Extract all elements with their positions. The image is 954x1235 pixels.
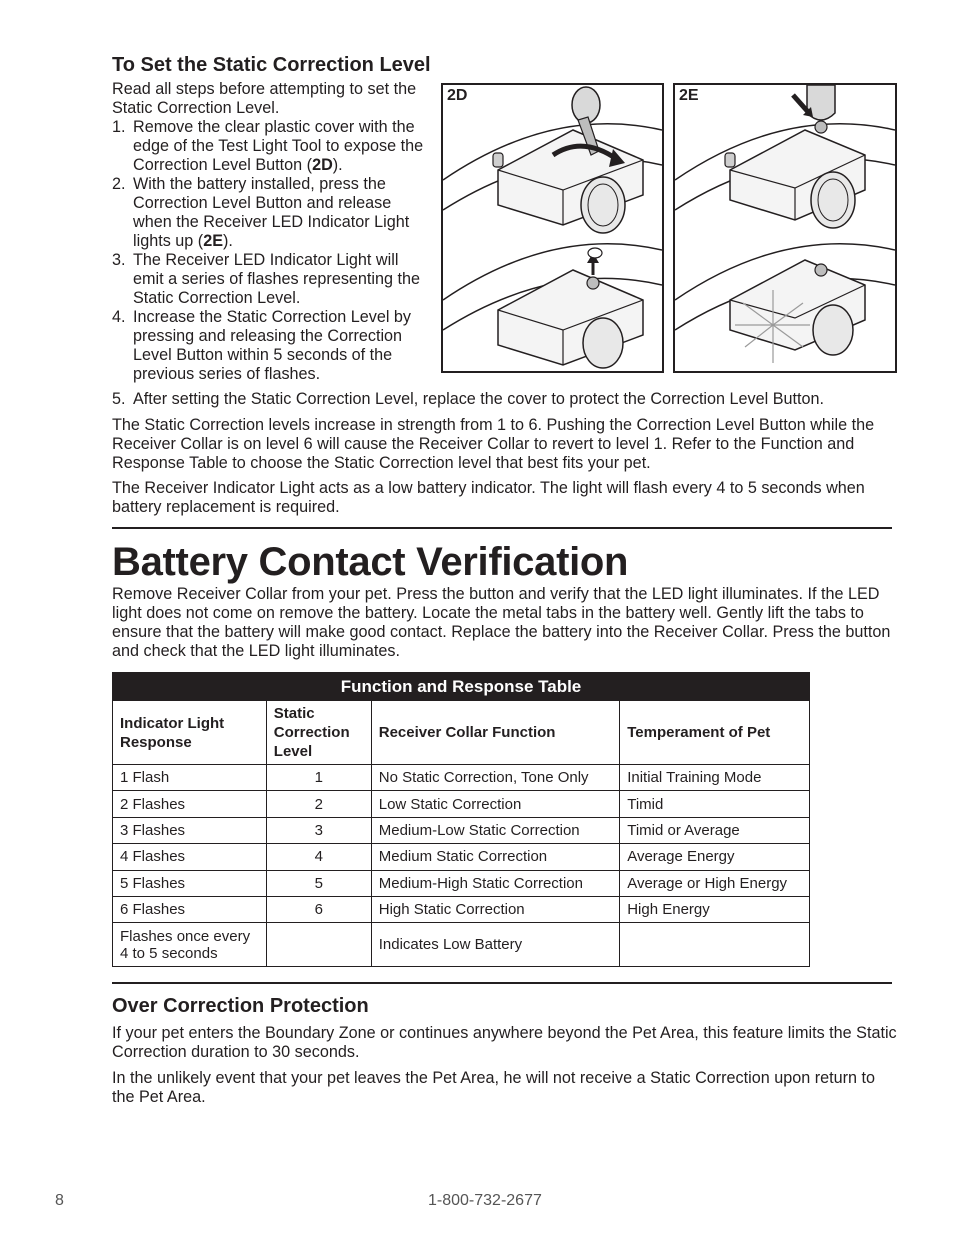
table-header-cell: Receiver Collar Function [371,701,619,765]
table-header-cell: Indicator Light Response [113,701,267,765]
table-row [113,923,810,967]
step-item: 2. With the battery installed, press the Correction Level Button and release when the Receiver LED Indicator Light lights up (2E). [112,175,410,250]
table-cell: 2 [266,791,371,817]
figure-2e-label: 2E [679,87,699,104]
table-row [113,870,810,896]
table-cell: Medium-High Static Correction [371,870,619,896]
static-levels-paragraph: The Static Correction levels increase in strength from 1 to 6. Pushing the Correction Level Button while the Receiver Collar is on level 6 will cause the Receiver Collar to revert to level 1. Refer to the Function and Response Table to choose the Static Correction level that best fits your pet. [112,416,875,472]
table-caption: Function and Response Table [113,673,810,701]
figure-2e [673,83,897,373]
section-divider [112,982,892,984]
collar-receiver-illustration-2e [675,85,895,371]
table-cell: 6 Flashes [113,896,267,922]
table-row [113,791,810,817]
figure-2d-label: 2D [447,87,468,104]
table-cell: 3 [266,817,371,843]
table-cell: 2 Flashes [113,791,267,817]
table-row [113,896,810,922]
over-correction-title: Over Correction Protection [112,995,369,1017]
table-cell: 1 Flash [113,765,267,791]
table-cell: 1 [266,765,371,791]
table-cell: Low Static Correction [371,791,619,817]
table-cell: Medium Static Correction [371,844,619,870]
step-item: 4. Increase the Static Correction Level by pressing and releasing the Correction Level Button within 5 seconds of the previous series of flashes. [112,308,412,383]
low-battery-paragraph: The Receiver Indicator Light acts as a low battery indicator. The light will flash every 4 to 5 seconds when battery replacement is required. [112,479,865,516]
step-item: 1. Remove the clear plastic cover with the edge of the Test Light Tool to expose the Correction Level Button (2D). [112,118,424,174]
table-header-cell: Static Correction Level [266,701,371,765]
table-cell: 5 [266,870,371,896]
table-cell [620,923,810,967]
static-intro-text: Read all steps before attempting to set the Static Correction Level. [112,80,417,117]
table-cell [266,923,371,967]
table-caption-row [113,673,810,701]
battery-section-title: Battery Contact Verification [112,540,629,584]
phone-number: 1-800-732-2677 [428,1192,542,1209]
table-header-row [113,701,810,765]
static-intro-block [112,80,432,384]
over-correction-paragraph-1: If your pet enters the Boundary Zone or continues anywhere beyond the Pet Area, this feature limits the Static Correction duration to 30 seconds. [112,1024,897,1061]
figure-2d [441,83,664,373]
table-cell: 5 Flashes [113,870,267,896]
collar-receiver-illustration-2d [443,85,662,371]
table-cell: Flashes once every 4 to 5 seconds [113,923,267,967]
table-cell: No Static Correction, Tone Only [371,765,619,791]
table-row [113,765,810,791]
table-cell: High Energy [620,896,810,922]
table-header-cell: Temperament of Pet [620,701,810,765]
table-cell: Timid or Average [620,817,810,843]
step-item: 3. The Receiver LED Indicator Light will emit a series of flashes representing the Static Correction Level. [112,251,421,307]
table-cell: 4 Flashes [113,844,267,870]
table-cell: Medium-Low Static Correction [371,817,619,843]
table-cell: Average Energy [620,844,810,870]
table-cell: 4 [266,844,371,870]
table-row [113,844,810,870]
table-cell: Initial Training Mode [620,765,810,791]
table-cell: Timid [620,791,810,817]
section-title-static-correction: To Set the Static Correction Level [112,54,431,76]
battery-instructions: Remove Receiver Collar from your pet. Press the button and verify that the LED light illuminates. If the LED light does not come on remove the battery. Locate the metal tabs in the battery well. Gently lift the tabs to ensure that the battery will make good contact. Replace the battery into the Receiver Collar. Press the button and check that the LED light illuminates. [112,585,891,660]
over-correction-paragraph-2: In the unlikely event that your pet leaves the Pet Area, he will not receive a Static Correction upon return to the Pet Area. [112,1069,876,1106]
table-cell: Indicates Low Battery [371,923,619,967]
step-item: 5. After setting the Static Correction Level, replace the cover to protect the Correction Level Button. [112,390,825,408]
static-steps-list [112,118,432,384]
table-cell: High Static Correction [371,896,619,922]
function-response-table [112,672,810,967]
section-divider [112,527,892,529]
table-cell: Average or High Energy [620,870,810,896]
page-number: 8 [55,1192,64,1209]
table-cell: 6 [266,896,371,922]
table-cell: 3 Flashes [113,817,267,843]
table-row [113,817,810,843]
